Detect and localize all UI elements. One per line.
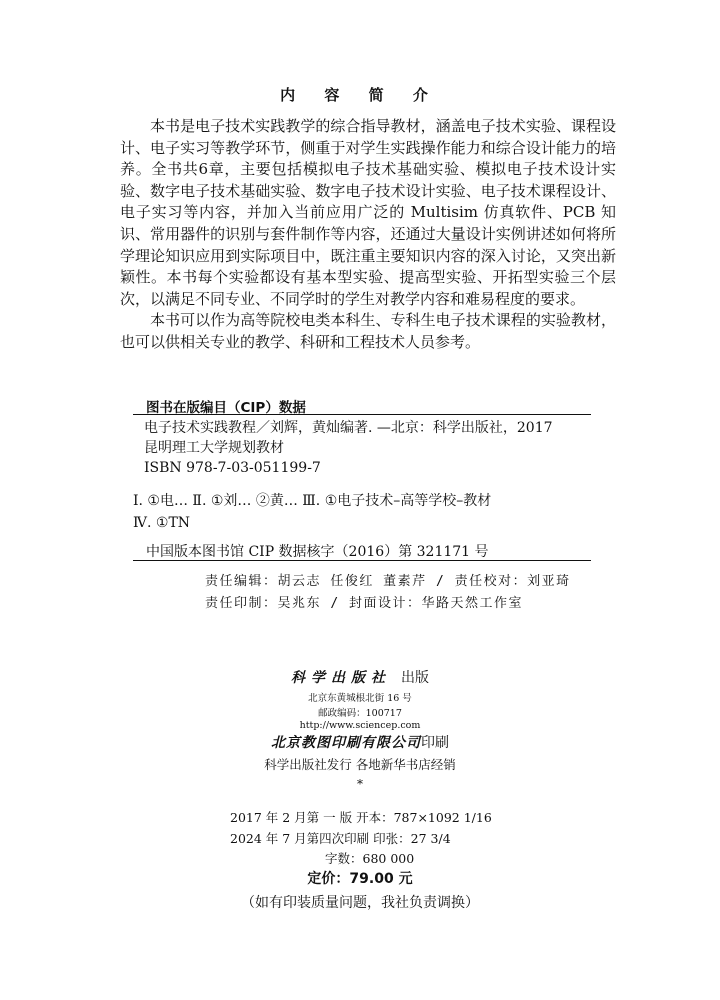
cip-isbn: ISBN 978-7-03-051199-7 xyxy=(144,460,321,476)
editor-credits: 责任编辑：胡云志 任俊红 董素芹 / 责任校对：刘亚琦 xyxy=(205,574,571,589)
publisher-address: 北京东黄城根北街 16 号 xyxy=(308,693,412,704)
printing-spec: 2024 年 7 月第四次印刷 印张：27 3/4 xyxy=(230,831,451,846)
printer-name: 北京教图印刷有限公司 xyxy=(271,735,421,751)
distribution-line: 科学出版社发行 各地新华书店经销 xyxy=(264,757,456,772)
cip-series-line: 昆明理工大学规划教材 xyxy=(144,440,284,456)
publisher-suffix: 出版 xyxy=(401,670,429,686)
cip-title-line: 电子技术实践教程／刘辉，黄灿编著. —北京：科学出版社，2017 xyxy=(144,420,553,436)
cip-class-line: Ⅳ. ①TN xyxy=(133,515,191,531)
printer-suffix: 印刷 xyxy=(421,735,449,751)
publisher-line xyxy=(0,667,720,687)
publisher-name: 科学出版社 xyxy=(291,670,391,686)
divider xyxy=(133,414,591,415)
edition-spec: 2017 年 2 月第 一 版 开本：787×1092 1/16 xyxy=(230,810,492,825)
cip-classification xyxy=(133,490,491,534)
cip-number: 中国版本图书馆 CIP 数据核字（2016）第 321171 号 xyxy=(146,544,489,560)
printer-line xyxy=(0,732,720,752)
word-count: 字数：680 000 xyxy=(325,851,415,866)
intro-paragraph: 本书是电子技术实践教学的综合指导教材，涵盖电子技术实验、课程设计、电子实习等教学环节，侧重于对学生实践操作能力和综合设计能力的培养。全书共6章，主要包括模拟电子技术基础实验、模拟电子技术设计实验、数字电子技术基础实验、数字电子技术设计实验、电子技术课程设计、电子实习等内容，并加入当前应用广泛的 Multisim 仿真软件、PCB 知识、常用器件的识别与套件制作等内容，还通过大量设计实例讲述如何将所学理论知识应用到实际项目中，既注重主要知识内容的深入讨论，又突出新颖性。本书每个实验都设有基本型实验、提高型实验、开拓型实验三个层次，以满足不同专业、不同学时的学生对教学内容和难易程度的要求。 xyxy=(120,117,616,308)
cip-record xyxy=(144,418,553,478)
separator-asterisk: * xyxy=(357,777,363,791)
divider xyxy=(133,560,591,561)
intro-paragraph: 本书可以作为高等院校电类本科生、专科生电子技术课程的实验教材，也可以供相关专业的教学、科研和工程技术人员参考。 xyxy=(120,311,616,351)
intro-text xyxy=(120,116,616,354)
production-credits: 责任印制：吴兆东 / 封面设计：华路天然工作室 xyxy=(205,596,523,611)
publisher-url: http://www.sciencep.com xyxy=(299,720,421,731)
price: 定价：79.00 元 xyxy=(307,871,413,887)
page-title: 内 容 简 介 xyxy=(280,86,440,104)
quality-notice: （如有印装质量问题，我社负责调换） xyxy=(241,895,479,911)
publisher-zip: 邮政编码：100717 xyxy=(318,708,402,719)
cip-heading: 图书在版编目（CIP）数据 xyxy=(146,400,306,416)
cip-class-line: Ⅰ. ①电… Ⅱ. ①刘… ②黄… Ⅲ. ①电子技术–高等学校–教材 xyxy=(133,493,492,509)
